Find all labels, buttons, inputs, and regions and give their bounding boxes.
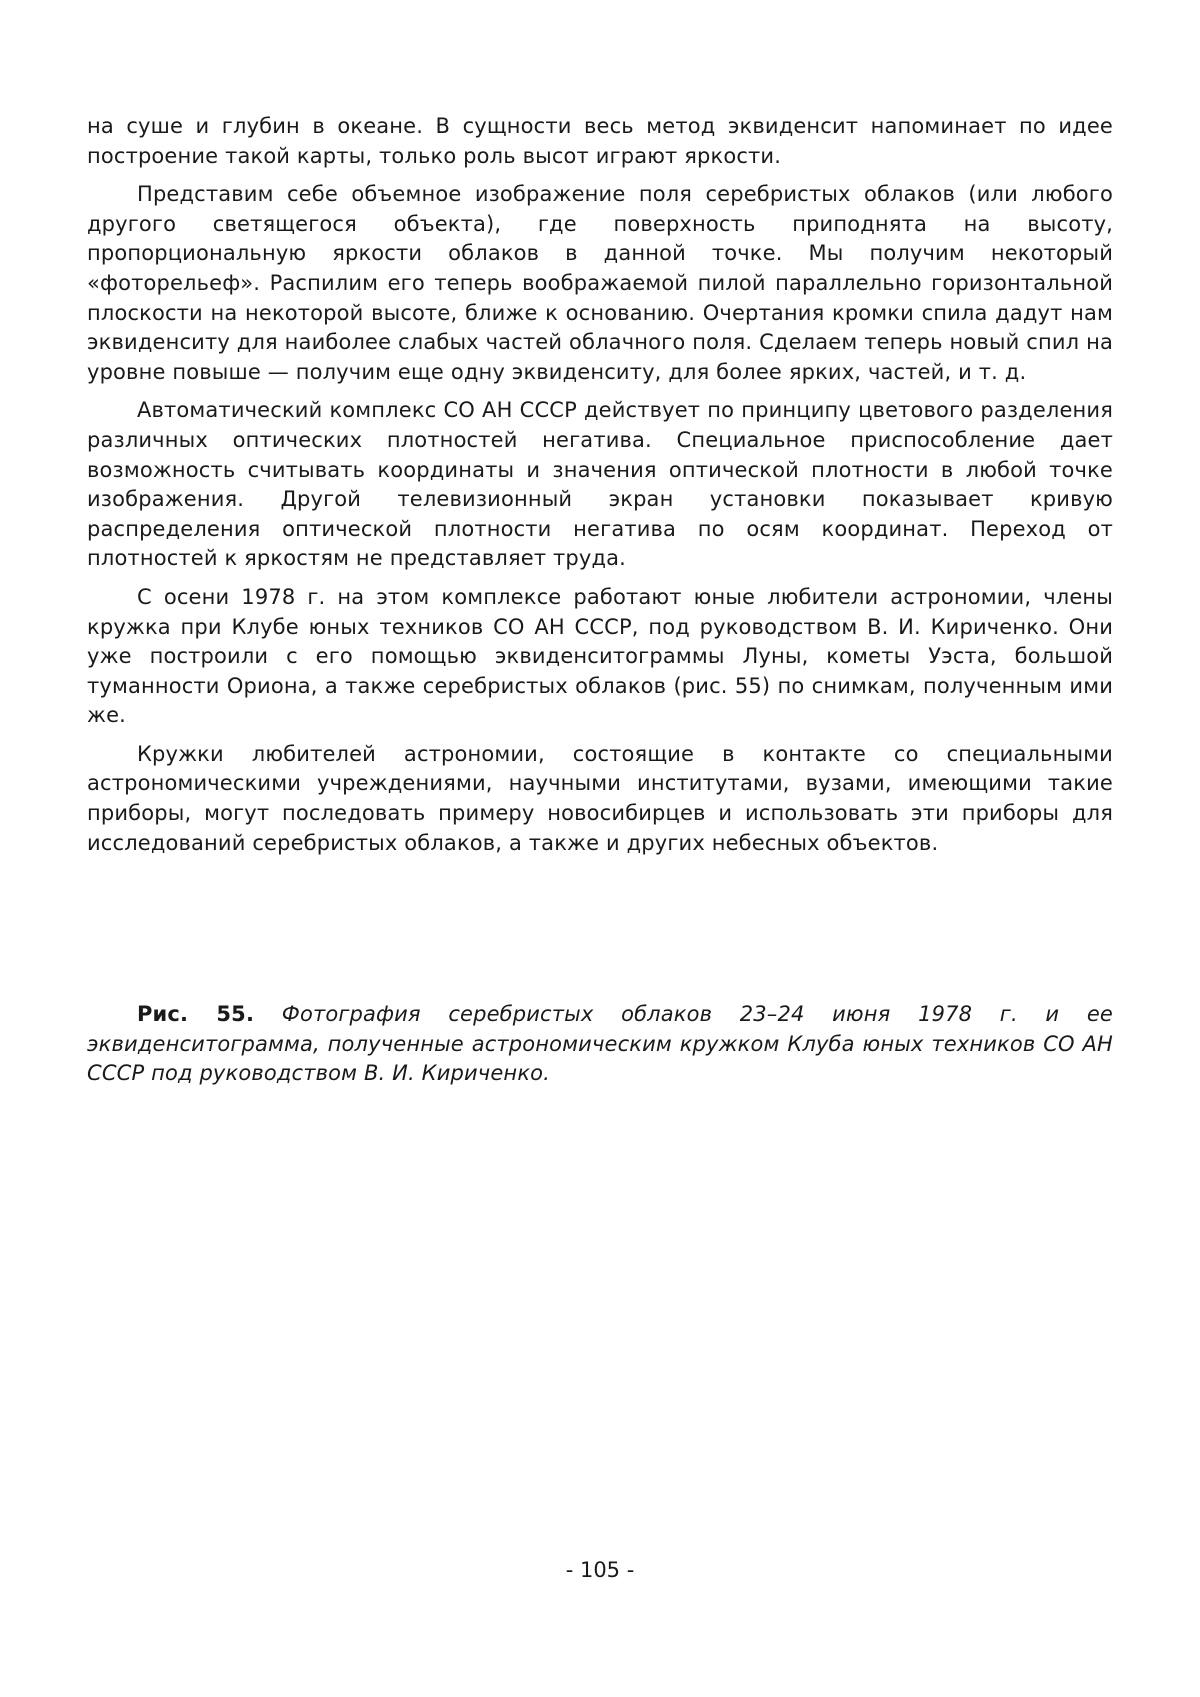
page-body: [87, 112, 1113, 867]
figure-caption: [87, 1000, 1113, 1089]
figure-caption-label: Рис. 55.: [137, 1002, 255, 1026]
paragraph-2: Представим себе объемное изображение поля серебристых облаков (или любого другого светящегося объекта), где поверхность приподнята на высоту, пропорциональную яркости облаков в данной точке. Мы получим некоторый «фоторельеф». Распилим его теперь воображаемой пилой параллельно горизонтальной плоскости на некоторой высоте, ближе к основанию. Очертания кромки спила дадут нам эквиденситу для наиболее слабых частей облачного поля. Сделаем теперь новый спил на уровне повыше — получим еще одну эквиденситу, для более ярких, частей, и т. д.: [87, 182, 1113, 384]
paragraph-5: Кружки любителей астрономии, состоящие в контакте со специальными астрономическими учреждениями, научными институтами, вузами, имеющими такие приборы, могут последовать примеру новосибирцев и использовать эти приборы для исследований серебристых облаков, а также и других небесных объектов.: [87, 741, 1113, 855]
paragraph-4: С осени 1978 г. на этом комплексе работают юные любители астрономии, члены кружка при Клубе юных техников СО АН СССР, под руководством В. И. Кириченко. Они уже построили с его помощью эквиденситограммы Луны, кометы Уэста, большой туманности Ориона, а также серебристых облаков (рис. 55) по снимкам, полученным ими же.: [87, 584, 1113, 728]
figure-caption-text: Фотография серебристых облаков 23–24 июня 1978 г. и ее эквиденситограмма, полученные астрономическим кружком Клуба юных техников СО АН СССР под руководством В. И. Кириченко.: [87, 1002, 1113, 1086]
page-number: - 105 -: [565, 1558, 635, 1582]
paragraph-3: Автоматический комплекс СО АН СССР действует по принципу цветового разделения различных оптических плотностей негатива. Специальное приспособление дает возможность считывать координаты и значения оптической плотности в любой точке изображения. Другой телевизионный экран установки показывает кривую распределения оптической плотности негатива по осям координат. Переход от плотностей к яркостям не представляет труда.: [87, 398, 1113, 571]
paragraph-1: на суше и глубин в океане. В сущности весь метод эквиденсит напоминает по идее построение такой карты, только роль высот играют яркости.: [87, 114, 1113, 168]
